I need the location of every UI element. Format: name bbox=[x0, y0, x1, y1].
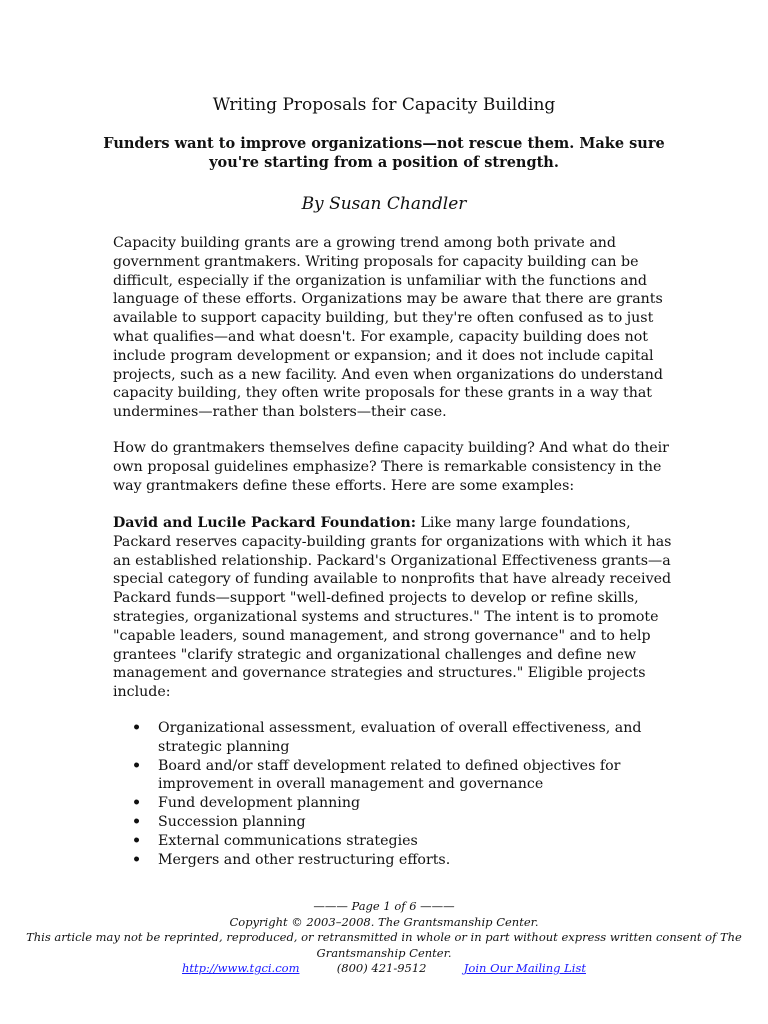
list-item bbox=[113, 794, 673, 813]
list-item bbox=[113, 719, 673, 757]
list-item bbox=[113, 757, 673, 795]
page-footer bbox=[0, 899, 768, 977]
bullet-icon: • bbox=[132, 757, 142, 774]
list-item-text: Succession planning bbox=[158, 813, 306, 830]
bullet-icon: • bbox=[132, 813, 142, 830]
mailing-list-link[interactable]: Join Our Mailing List bbox=[463, 961, 586, 975]
eligible-projects-list bbox=[113, 719, 673, 869]
bullet-icon: • bbox=[132, 720, 142, 736]
list-item bbox=[113, 851, 673, 870]
body-paragraph-packard bbox=[113, 514, 673, 702]
article-subtitle: Funders want to improve organizations—not rescue them. Make sure you're starting from a position of strength. bbox=[103, 135, 665, 171]
list-item-text: Fund development planning bbox=[158, 795, 361, 812]
list-item-text: External communications strategies bbox=[158, 832, 418, 849]
list-item-text: Board and/or staff development related to defined objectives for improvement in overall management and governance bbox=[158, 757, 621, 793]
reprint-notice: This article may not be reprinted, reproduced, or retransmitted in whole or in part without express written consent of The Grantsmanship Center. bbox=[26, 930, 742, 960]
footer-links bbox=[0, 961, 768, 977]
article-title: Writing Proposals for Capacity Building bbox=[212, 95, 556, 115]
list-item-text: Mergers and other restructuring efforts. bbox=[158, 851, 451, 868]
packard-text: Like many large foundations, Packard reserves capacity-building grants for organizations with which it has an established relationship. Packard's Organizational Effectiveness grants—a special category of funding available to nonprofits that have already received Packard funds—support "well-defined projects to develop or refine skills, strategies, organizational systems and structures." The intent is to promote "capable leaders, sound management, and strong governance" and to help grantees "clarify strategic and organizational challenges and define new management and governance strategies and structures." Eligible projects include: bbox=[113, 515, 672, 701]
page-number: ——— Page 1 of 6 ——— bbox=[313, 899, 455, 913]
body-paragraph-intro: Capacity building grants are a growing trend among both private and government grantmakers. Writing proposals for capacity building can be difficult, especially if the organization is unfamiliar with the functions and language of these efforts. Organizations may be aware that there are grants available to support capacity building, but they're often confused as to just what qualifies—and what doesn't. For example, capacity building does not include program development or expansion; and it does not include capital projects, such as a new facility. And even when organizations do understand capacity building, they often write proposals for these grants in a way that undermines—rather than bolsters—their case. bbox=[113, 235, 663, 421]
packard-lead: David and Lucile Packard Foundation: bbox=[113, 515, 416, 531]
bullet-icon: • bbox=[132, 795, 142, 812]
list-item-text: Organizational assessment, evaluation of overall effectiveness, and strategic planning bbox=[158, 720, 642, 755]
list-item bbox=[113, 813, 673, 832]
bullet-icon: • bbox=[132, 851, 142, 868]
bullet-icon: • bbox=[132, 832, 142, 849]
article-byline: By Susan Chandler bbox=[301, 194, 467, 214]
website-link[interactable]: http://www.tgci.com bbox=[182, 961, 300, 975]
list-item bbox=[113, 832, 673, 851]
phone-number: (800) 421-9512 bbox=[336, 961, 427, 975]
copyright-line: Copyright © 2003–2008. The Grantsmanship Center. bbox=[229, 914, 539, 929]
body-paragraph-question: How do grantmakers themselves define capacity building? And what do their own proposal guidelines emphasize? There is remarkable consistency in the way grantmakers define these efforts. Here are some examples: bbox=[113, 440, 669, 494]
